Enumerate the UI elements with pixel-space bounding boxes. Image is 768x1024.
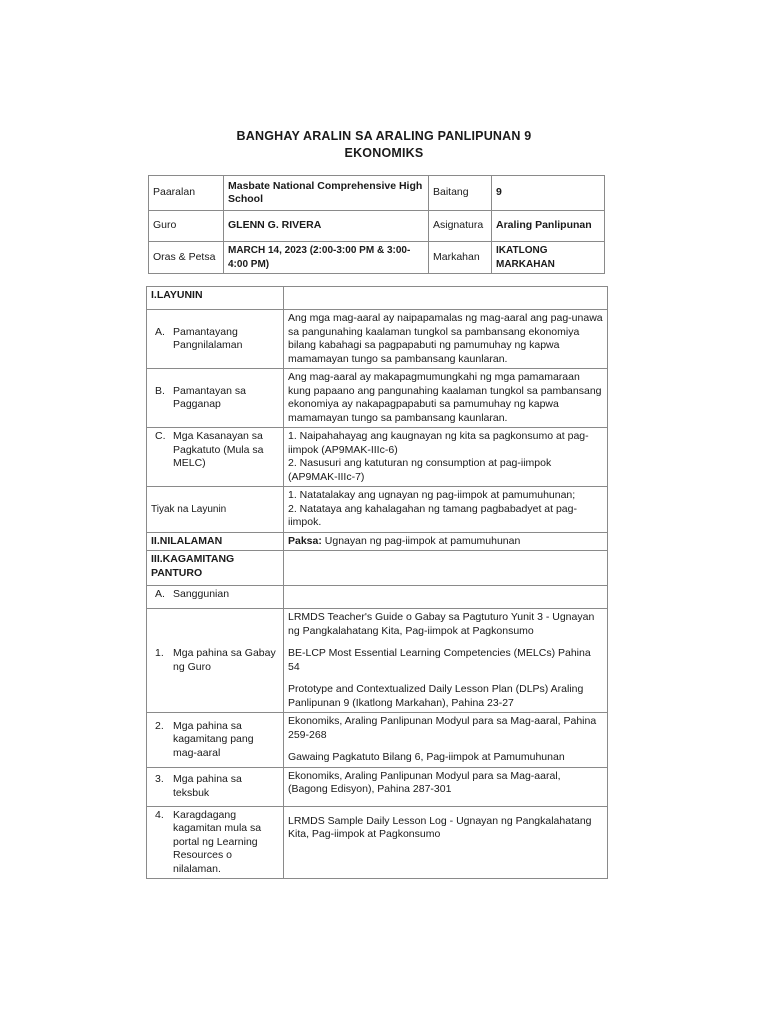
row-sanggunian — [147, 586, 608, 609]
mga-kasanayan-item-2: 2. Nasusuri ang katuturan ng consumption at pag-iimpok (AP9MAK-IIIc-7) — [288, 457, 552, 483]
row-pamantayan-sa-pagganap — [147, 369, 608, 428]
kagamitang-panturo-empty — [284, 551, 608, 586]
pamantayan-sa-pagganap-label: Pamantayan sa Pagganap — [173, 384, 246, 410]
tiyak-item-1: 1. Natatalakay ang ugnayan ng pag-iimpok at pamumuhunan; — [288, 489, 576, 501]
oras-label: Oras & Petsa — [149, 242, 224, 274]
kagamitang-panturo-header: III.KAGAMITANG PANTURO — [147, 551, 284, 586]
pamantayang-pangnilalaman-label: Pamantayang Pangnilalaman — [173, 325, 243, 351]
mga-kasanayan-item-1: 1. Naipahahayag ang kaugnayan ng kita sa pagkonsumo at pag-iimpok (AP9MAK-IIIc-6) — [288, 430, 589, 456]
gabay-ng-guro-label: Mga pahina sa Gabay ng Guro — [173, 647, 276, 673]
kagamitang-pang-mag-aaral-label: Mga pahina sa kagamitang pang mag-aaral — [173, 719, 254, 759]
info-row-guro — [149, 211, 605, 242]
karagdagang-kagamitan-label: Karagdagang kagamitan mula sa portal ng Learning Resources o nilalaman. — [173, 808, 262, 875]
kagamitang-pang-mag-aaral-cell — [284, 713, 608, 768]
markahan-value: IKATLONG MARKAHAN — [492, 242, 605, 274]
gabay-item-2: BE-LCP Most Essential Learning Competencies (MELCs) Pahina 54 — [288, 647, 591, 673]
paaralan-value: Masbate National Comprehensive High School — [224, 176, 429, 211]
document-title — [0, 128, 768, 162]
markahan-label: Markahan — [429, 242, 492, 274]
g4-num: 4. — [155, 808, 164, 821]
tiyak-na-layunin-cell — [284, 487, 608, 533]
row-teksbuk — [147, 767, 608, 806]
asignatura-label: Asignatura — [429, 211, 492, 242]
row-layunin-header — [147, 287, 608, 310]
row-nilalaman — [147, 532, 608, 551]
g1-num: 1. — [155, 647, 164, 659]
teksbuk-text: Ekonomiks, Araling Panlipunan Modyul para sa Mag-aaral, (Bagong Edisyon), Pahina 287-301 — [284, 767, 608, 806]
sanggunian-letter: A. — [155, 588, 165, 600]
row-kagamitang-pang-mag-aaral — [147, 713, 608, 768]
b-letter: B. — [155, 384, 165, 397]
karagdagang-kagamitan-text: LRMDS Sample Daily Lesson Log - Ugnayan ng Pangkalahatang Kita, Pag-iimpok at Pagkonsumo — [284, 806, 608, 879]
info-row-oras — [149, 242, 605, 274]
info-table — [148, 175, 605, 274]
paaralan-label: Paaralan — [149, 176, 224, 211]
layunin-header: I.LAYUNIN — [147, 287, 284, 310]
title-line-2: EKONOMIKS — [344, 146, 424, 160]
tiyak-item-2: 2. Natataya ang kahalagahan ng tamang pagbabadyet at pag-iimpok. — [288, 502, 577, 528]
row-tiyak-na-layunin — [147, 487, 608, 533]
sanggunian-empty — [284, 586, 608, 609]
guro-value: GLENN G. RIVERA — [224, 211, 429, 242]
asignatura-value: Araling Panlipunan — [492, 211, 605, 242]
pamantayang-pangnilalaman-text: Ang mga mag-aaral ay naipapamalas ng mag-aaral ang pag-unawa sa pangunahing kaalaman tungkol sa pambansang ekonomiya bilang kabahagi sa pagpapabuti ng pamumuhay ng kapwa mamamayan tungo sa pambansang kaunlaran. — [284, 310, 608, 369]
row-mga-kasanayan — [147, 428, 608, 487]
g3-num: 3. — [155, 773, 164, 785]
lesson-plan-table — [146, 286, 608, 879]
tiyak-na-layunin-label: Tiyak na Layunin — [147, 487, 284, 533]
row-gabay-ng-guro — [147, 609, 608, 713]
sanggunian-label: Sanggunian — [173, 588, 230, 600]
gabay-item-1: LRMDS Teacher's Guide o Gabay sa Pagtuturo Yunit 3 - Ugnayan ng Pangkalahatang Kita, Pag-iimpok at Pagkonsumo — [288, 611, 595, 637]
title-line-1: BANGHAY ARALIN SA ARALING PANLIPUNAN 9 — [236, 129, 532, 143]
guro-label: Guro — [149, 211, 224, 242]
row-kagamitang-panturo — [147, 551, 608, 586]
mga-kasanayan-cell — [284, 428, 608, 487]
baitang-value: 9 — [492, 176, 605, 211]
paksa-label: Paksa: — [288, 534, 322, 547]
row-pamantayang-pangnilalaman — [147, 310, 608, 369]
teksbuk-label: Mga pahina sa teksbuk — [173, 773, 242, 799]
c-letter: C. — [155, 430, 166, 442]
gabay-item-3: Prototype and Contextualized Daily Lesson Plan (DLPs) Araling Panlipunan 9 (Ikatlong Markahan), Pahina 23-27 — [288, 683, 584, 709]
mag-aaral-item-1: Ekonomiks, Araling Panlipunan Modyul para sa Mag-aaral, Pahina 259-268 — [288, 715, 597, 741]
baitang-label: Baitang — [429, 176, 492, 211]
g2-num: 2. — [155, 719, 164, 732]
layunin-header-empty — [284, 287, 608, 310]
info-row-paaralan — [149, 176, 605, 211]
mga-kasanayan-label: Mga Kasanayan sa Pagkatuto (Mula sa MELC) — [173, 430, 264, 469]
paksa-cell — [284, 532, 608, 551]
pamantayan-sa-pagganap-text: Ang mag-aaral ay makapagmumungkahi ng mga pamamaraan kung papaano ang pangunahing kaalaman tungkol sa pambansang ekonomiya ay nakapagpapabuti sa pamumuhay ng kapwa mamamayan tungo sa pambansang kaunlaran. — [284, 369, 608, 428]
mag-aaral-item-2: Gawaing Pagkatuto Bilang 6, Pag-iimpok at Pamumuhunan — [288, 751, 565, 763]
row-karagdagang-kagamitan — [147, 806, 608, 879]
paksa-text: Ugnayan ng pag-iimpok at pamumuhunan — [324, 534, 521, 547]
a-letter: A. — [155, 325, 165, 338]
gabay-ng-guro-cell — [284, 609, 608, 713]
oras-value: MARCH 14, 2023 (2:00-3:00 PM & 3:00-4:00 PM) — [224, 242, 429, 274]
nilalaman-header: II.NILALAMAN — [147, 532, 284, 551]
